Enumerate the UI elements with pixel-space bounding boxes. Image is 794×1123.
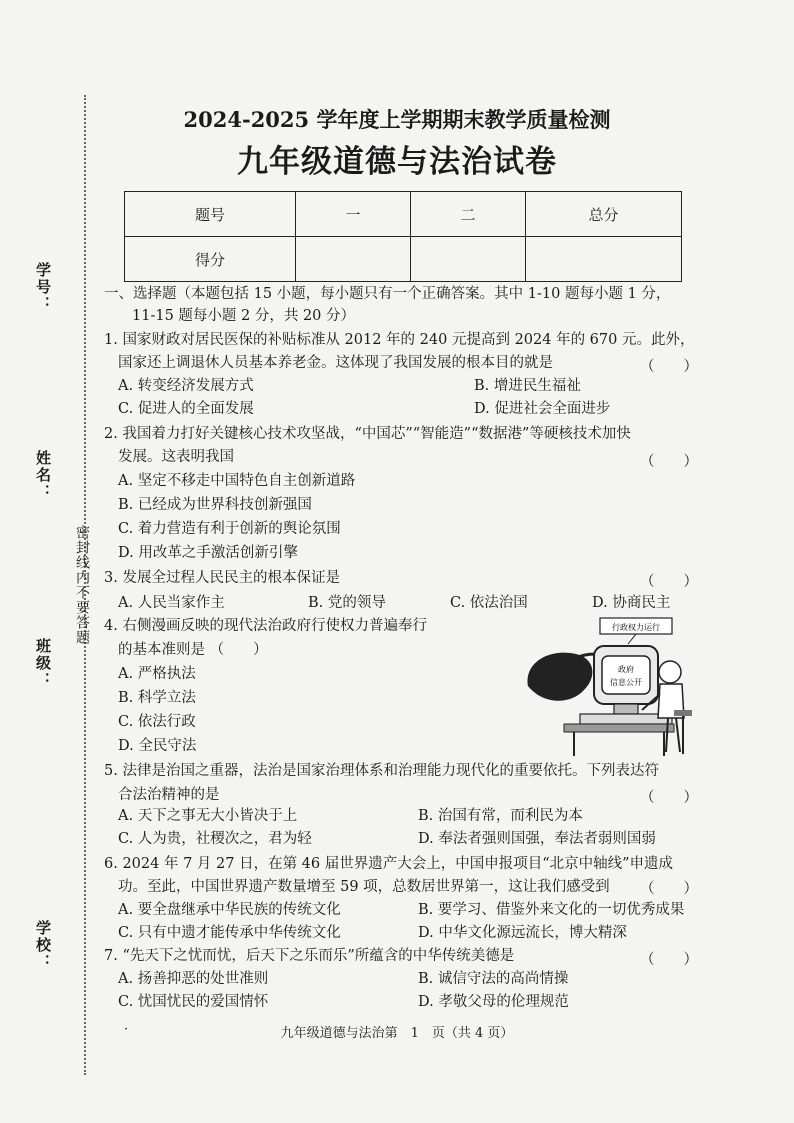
student-name-label: 姓名：	[34, 450, 52, 501]
option: D. 奉法者强则国强，奉法者弱则国弱	[418, 831, 656, 847]
question-2-text-cont: 发展。这表明我国	[118, 449, 234, 465]
option: B. 已经成为世界科技创新强国	[118, 497, 312, 513]
exam-title-line2: 九年级道德与法治试卷	[237, 144, 557, 180]
cartoon-government-info-disclosure	[524, 614, 696, 760]
option: B. 要学习、借鉴外来文化的一切优秀成果	[418, 902, 685, 918]
question-7-text: 7. “先天下之忧而忧，后天下之乐而乐”所蕴含的中华传统美德是	[104, 948, 515, 964]
student-number-label: 学号：	[34, 262, 52, 313]
option: C. 忧国忧民的爱国情怀	[118, 994, 269, 1010]
question-1-text: 1. 国家财政对居民医保的补贴标准从 2012 年的 240 元提高到 2024 年的 670 元。此外，	[104, 332, 695, 348]
score-table	[124, 191, 682, 282]
page-footer: 九年级道德与法治第 1 页（共 4 页）	[280, 1026, 514, 1041]
score-table-header-row	[125, 192, 682, 237]
question-6-text: 6. 2024 年 7 月 27 日，在第 46 届世界遗产大会上，中国申报项目“北京中轴线”申遗成	[104, 856, 674, 872]
score-cell	[526, 237, 682, 282]
score-cell	[296, 237, 411, 282]
option: B. 党的领导	[308, 595, 386, 611]
score-cell: 一	[296, 192, 411, 237]
question-4-text: 4. 右侧漫画反映的现代法治政府行使权力普遍奉行	[104, 618, 427, 634]
option: C. 依法治国	[450, 595, 528, 611]
option: A. 严格执法	[118, 666, 196, 682]
binding-note: 密封线内不要答题	[74, 525, 90, 645]
score-table-score-row	[125, 237, 682, 282]
option: A. 人民当家作主	[118, 595, 225, 611]
question-4-text-cont: 的基本准则是 （ ）	[118, 642, 268, 658]
score-cell: 总分	[526, 192, 682, 237]
option: D. 协商民主	[592, 595, 671, 611]
section1-heading: 一、选择题（本题包括 15 小题，每小题只有一个正确答案。其中 1-10 题每小题 1 分，	[104, 286, 671, 302]
footer-dot: ·	[124, 1022, 129, 1037]
score-cell	[411, 237, 526, 282]
option: C. 只有中遗才能传承中华传统文化	[118, 925, 341, 941]
score-cell: 题号	[125, 192, 296, 237]
option: B. 增进民生福祉	[474, 378, 581, 394]
option: B. 治国有常，而利民为本	[418, 808, 583, 824]
cartoon-banner-text: 行政权力运行	[612, 623, 660, 632]
question-6-text-cont: 功。至此，中国世界遗产数量增至 59 项，总数居世界第一，这让我们感受到	[118, 879, 610, 895]
option: D. 全民守法	[118, 738, 197, 754]
cartoon-screen-text: 政府	[618, 665, 634, 674]
answer-blank: （ ）	[640, 454, 698, 470]
question-3-text: 3. 发展全过程人民民主的根本保证是	[104, 570, 340, 586]
option: A. 扬善抑恶的处世准则	[118, 971, 269, 987]
option: D. 中华文化源远流长，博大精深	[418, 925, 627, 941]
option: D. 用改革之手激活创新引擎	[118, 545, 298, 561]
option: A. 天下之事无大小皆决于上	[118, 808, 298, 824]
answer-blank: （ ）	[640, 359, 698, 375]
cartoon-screen-text: 信息公开	[610, 678, 642, 687]
option: B. 诚信守法的高尚情操	[418, 971, 569, 987]
answer-blank: （ ）	[640, 881, 698, 897]
option: C. 人为贵，社稷次之，君为轻	[118, 831, 312, 847]
option: C. 着力营造有利于创新的舆论氛围	[118, 521, 341, 537]
question-5-text-cont: 合法治精神的是	[118, 787, 220, 803]
question-2-text: 2. 我国着力打好关键核心技术攻坚战，“中国芯”“智能造”“数据港”等硬核技术加快	[104, 426, 631, 442]
score-cell: 得分	[125, 237, 296, 282]
option: A. 转变经济发展方式	[118, 378, 254, 394]
school-label: 学校：	[34, 920, 52, 971]
option: C. 促进人的全面发展	[118, 401, 254, 417]
option: D. 孝敬父母的伦理规范	[418, 994, 569, 1010]
exam-title-line1: 2024-2025 学年度上学期期末教学质量检测	[183, 107, 611, 132]
option: D. 促进社会全面进步	[474, 401, 611, 417]
option: C. 依法行政	[118, 714, 196, 730]
option: B. 科学立法	[118, 690, 196, 706]
score-cell: 二	[411, 192, 526, 237]
option: A. 要全盘继承中华民族的传统文化	[118, 902, 341, 918]
class-label: 班级：	[34, 638, 52, 689]
answer-blank: （ ）	[640, 574, 698, 590]
answer-blank: （ ）	[640, 952, 698, 968]
question-1-text-cont: 国家还上调退休人员基本养老金。这体现了我国发展的根本目的就是	[118, 355, 553, 371]
option: A. 坚定不移走中国特色自主创新道路	[118, 473, 356, 489]
answer-blank: （ ）	[640, 790, 698, 806]
question-5-text: 5. 法律是治国之重器，法治是国家治理体系和治理能力现代化的重要依托。下列表达符	[104, 763, 659, 779]
section1-heading-cont: 11-15 题每小题 2 分，共 20 分）	[132, 308, 356, 324]
